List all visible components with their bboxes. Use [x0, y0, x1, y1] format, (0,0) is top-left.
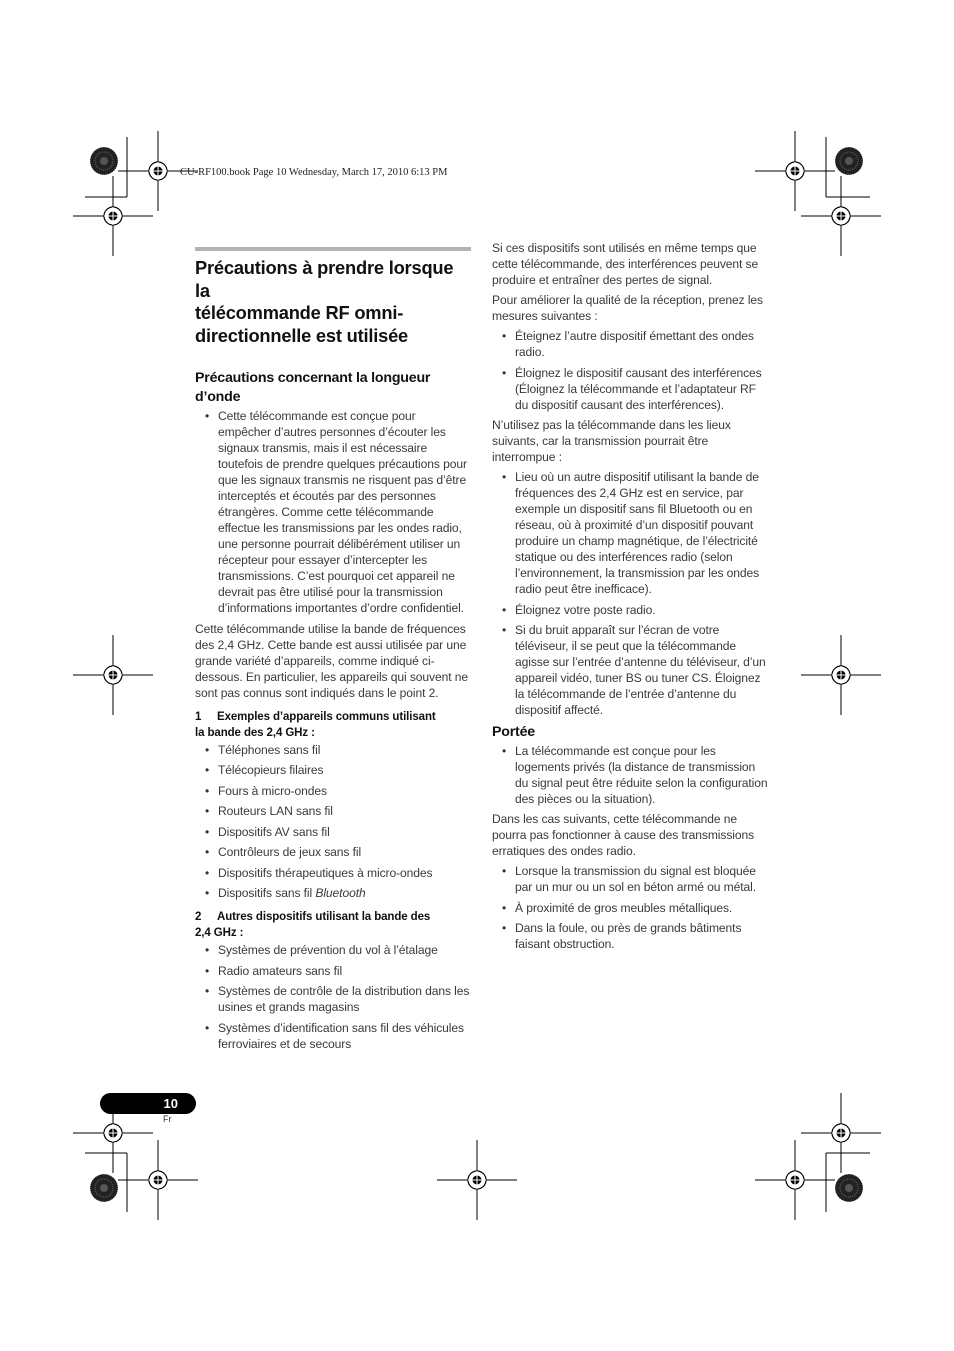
list-item: • La télécommande est conçue pour les logements privés (la distance de transmission du signal peut être réduite selon la configuration des pièces ou la situation).: [502, 743, 768, 806]
page-number: 10: [163, 1096, 178, 1111]
list-item: • Téléphones sans fil: [205, 742, 321, 757]
range-list: [492, 743, 770, 807]
section-heading-range: Portée: [492, 723, 535, 740]
right-column: [492, 240, 770, 957]
title-line-1: Précautions à prendre lorsque la: [195, 257, 454, 301]
locations-list: [492, 469, 770, 718]
avoid-locations-paragraph: N’utilisez pas la télécommande dans les lieux suivants, car la transmission pourrait être interrompue :: [492, 418, 731, 464]
page-number-badge: [100, 1093, 196, 1114]
list-item: • Éloignez le dispositif causant des interférences (Éloignez la télécommande et l’adaptateur RF du dispositif causant des interférences).: [502, 365, 762, 412]
numbered-heading-2: 2 Autres dispositifs utilisant la bande des 2,4 GHz :: [195, 911, 431, 939]
wavelength-bullet-list: [195, 408, 471, 616]
list-item: • Dispositifs thérapeutiques à micro-ondes: [205, 865, 433, 880]
list-item: • Radio amateurs sans fil: [205, 963, 343, 978]
list-item: • Éteignez l’autre dispositif émettant des ondes radio.: [502, 329, 754, 359]
list-item: • À proximité de gros meubles métalliques.: [502, 900, 733, 915]
erratic-transmission-paragraph: Dans les cas suivants, cette télécommande ne pourra pas fonctionner à cause des transmissions erratiques des ondes radio.: [492, 812, 755, 858]
numbered-heading-1: 1 Exemples d’appareils communs utilisant la bande des 2,4 GHz :: [195, 710, 436, 739]
common-devices-list: [195, 742, 471, 902]
list-item: • Dans la foule, ou près de grands bâtiments faisant obstruction.: [502, 921, 742, 951]
list-item: • Lieu où un autre dispositif utilisant la bande de fréquences des 2,4 GHz est en service, par exemple un dispositif sans fil Bluetooth ou en réseau, où à proximité d’un dispositif pouvant produire un champ magnétique, de l’électricité statique ou des interférences radio (selon l’environnement, la transmission par les ondes radio peut être inefficace).: [502, 470, 760, 596]
list-item: • Éloignez votre poste radio.: [502, 602, 656, 617]
title-line-2: télécommande RF omni-: [195, 302, 404, 323]
list-item: • Si du bruit apparaît sur l’écran de votre téléviseur, il se peut que la télécommande agisse sur l’entrée d’antenne du téléviseur, d’un appareil vidéo, tuner BS ou tuner CS. Éloignez la télécommande de l’entrée d’antenne du dispositif affecté.: [502, 623, 766, 717]
list-item: • Lorsque la transmission du signal est bloquée par un mur ou un sol en béton armé ou métal.: [502, 864, 756, 894]
section-heading-line-1: Précautions concernant la longueur: [195, 370, 431, 386]
measures-list: [492, 328, 770, 413]
list-item: • Dispositifs sans fil Bluetooth: [205, 886, 366, 900]
section-heading-line-2: d’onde: [195, 389, 241, 405]
list-item: • Contrôleurs de jeux sans fil: [205, 845, 362, 859]
list-item: • Routeurs LAN sans fil: [205, 804, 333, 818]
print-file-header: CU-RF100.book Page 10 Wednesday, March 17, 2010 6:13 PM: [180, 167, 448, 178]
section-heading-wavelength: [195, 369, 471, 407]
bullet-icon: •: [205, 409, 210, 423]
list-item: • Systèmes d’identification sans fil des véhicules ferroviaires et de secours: [205, 1020, 464, 1051]
left-column: [195, 247, 471, 1056]
band-paragraph: Cette télécommande utilise la bande de fréquences des 2,4 GHz. Cette bande est aussi utilisée par une grande variété d’appareils, comme indiqué ci-dessous. En particulier, les appareils qui souvent ne sont pas connus sont indiqués dans le point 2.: [195, 621, 469, 700]
language-code: Fr: [163, 1114, 172, 1124]
improve-reception-paragraph: Pour améliorer la qualité de la réception, prenez les mesures suivantes :: [492, 293, 763, 323]
list-item: • Télécopieurs filaires: [205, 763, 324, 777]
interference-paragraph: Si ces dispositifs sont utilisés en même temps que cette télécommande, des interférences peuvent se produire et entraîner des pertes de signal.: [492, 241, 759, 287]
page-title: [195, 257, 471, 347]
other-devices-list: [195, 942, 471, 1052]
title-line-3: directionnelle est utilisée: [195, 324, 409, 346]
list-item: • Dispositifs AV sans fil: [205, 824, 330, 839]
list-item: • Fours à micro-ondes: [205, 783, 327, 798]
list-item: • Systèmes de prévention du vol à l’étalage: [205, 943, 438, 957]
list-item: • Systèmes de contrôle de la distribution dans les usines et grands magasins: [205, 984, 470, 1014]
list-item: • Cette télécommande est conçue pour empêcher d’autres personnes d’écouter les signaux transmis, mais il est nécessaire toutefois de prendre quelques précautions pour que les signaux transmis ne risquent pas d’être interceptés et écoutés par des personnes étrangères. Comme cette télécommande effectue les transmissions par les ondes radio, une personne pourrait délibérément utiliser un récepteur pour essayer d’intercepter les transmissions. C’est pourquoi cet appareil ne devrait pas être utilisé pour la transmission d’informations importantes d’ordre confidentiel.: [205, 409, 467, 615]
erratic-cases-list: [492, 863, 770, 952]
title-rule: [195, 247, 471, 251]
